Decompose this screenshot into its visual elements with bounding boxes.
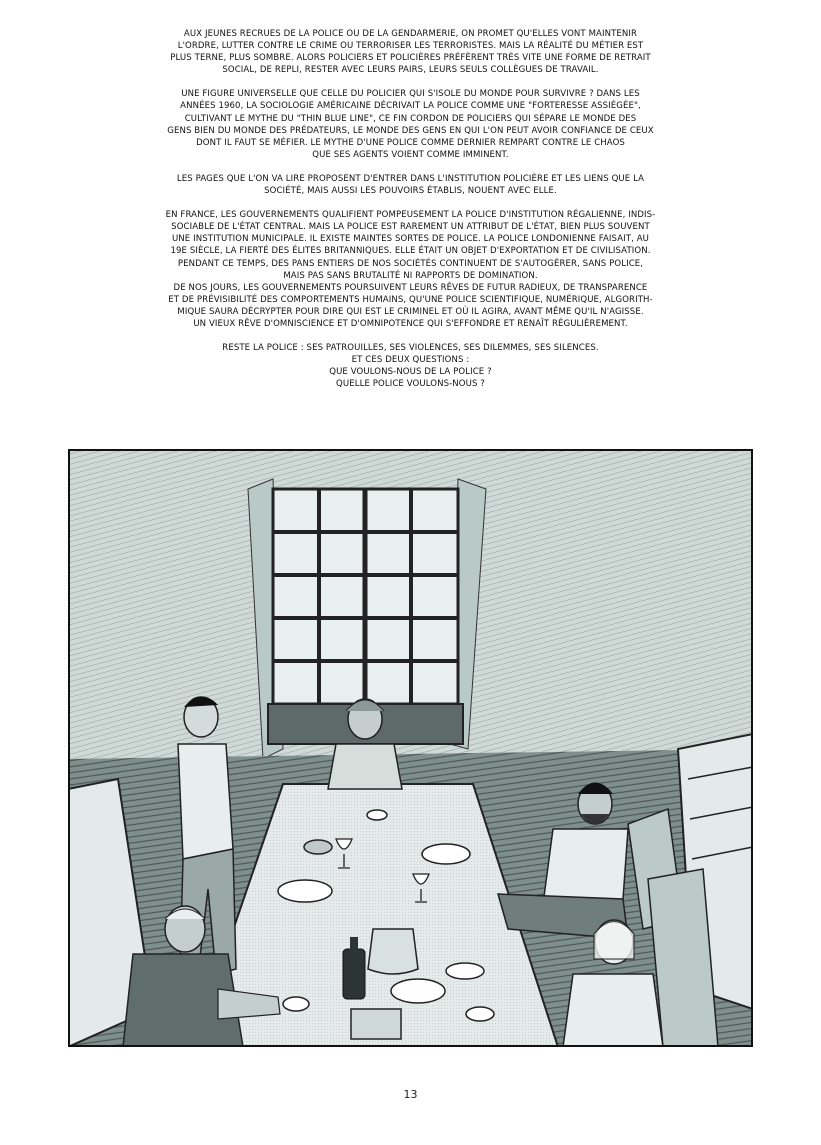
- plate: [278, 880, 332, 902]
- paragraph-2: UNE FIGURE UNIVERSELLE QUE CELLE DU POLICIER QUI S'ISOLE DU MONDE POUR SURVIVRE ? DANS LES ANNÉES 1960, LA SOCIOLOGIE AMÉRICAINE DÉCRIVAIT LA POLICE COMME UNE "FORTERESSE ASSIÉGÉE", CULTIVANT LE MYTHE DU "THIN BLUE LINE", CE FIN CORDON DE POLICIERS QUI SÉPARE LE MONDE DES GENS BIEN DU MONDE DES PRÉDATEURS, LE MONDE DES GENS EN QUI L'ON PEUT AVOIR CONFIANCE DE CEUX DONT IL FAUT SE MÉFIER. LE MYTHE D'UNE POLICE COMME DERNIER REMPART CONTRE LE CHAOS QUE SES AGENTS VOIENT COMME IMMINENT.: [167, 89, 654, 160]
- comic-panel: [68, 449, 753, 1047]
- cup: [283, 997, 309, 1011]
- paragraph-3: LES PAGES QUE L'ON VA LIRE PROPOSENT D'ENTRER DANS L'INSTITUTION POLICIÈRE ET LES LIENS QUE LA SOCIÉTÉ, MAIS AUSSI LES POUVOIRS ÉTABLIS, NOUENT AVEC ELLE.: [176, 173, 645, 197]
- dining-scene-illustration: [68, 449, 753, 1047]
- plate: [391, 979, 445, 1003]
- paragraph-1: AUX JEUNES RECRUES DE LA POLICE OU DE LA GENDARMERIE, ON PROMET QU'ELLES VONT MAINTENIR L'ORDRE, LUTTER CONTRE LE CRIME OU TERRORISER LES TERRORISTES. MAIS LA RÉALITÉ DU MÉTIER EST PLUS TERNE, PLUS SOMBRE. ALORS POLICIERS ET POLICIÈRES PRÉFÈRENT TRÈS VITE UNE FORME DE RETRAIT SOCIAL, DE REPLI, RESTER AVEC LEURS PAIRS, LEURS SEULS COLLÈGUES DE TRAVAIL.: [170, 29, 651, 76]
- paragraph-5: RESTE LA POLICE : SES PATROUILLES, SES VIOLENCES, SES DILEMMES, SES SILENCES. ET CES DEUX QUESTIONS : QUE VOULONS-NOUS DE LA POLICE ? QUELLE POLICE VOULONS-NOUS ?: [222, 343, 599, 390]
- plate: [422, 844, 470, 864]
- coffee-pot: [368, 929, 418, 974]
- paragraph-4: EN FRANCE, LES GOUVERNEMENTS QUALIFIENT POMPEUSEMENT LA POLICE D'INSTITUTION RÉGALIENNE, INDIS- SOCIABLE DE L'ÉTAT CENTRAL. MAIS LA POLICE EST RAREMENT UN ATTRIBUT DE L'ÉTAT, BIEN PLUS SOUVENT UNE INSTITUTION MUNICIPALE. IL EXISTE MAINTES SORTES DE POLICE. LA POLICE LONDONIENNE FAISAIT, AU 19E SIÈCLE, LA FIERTÉ DES ÉLITES BRITANNIQUES. ELLE ÉTAIT UN OBJET D'EXPORTATION ET DE CIVILISATION. PENDANT CE TEMPS, DES PANS ENTIERS DE NOS SOCIÉTÉS CONTINUENT DE S'AUTOGÉRER, SANS POLICE, MAIS PAS SANS BRUTALITÉ NI RAPPORTS DE DOMINATION. DE NOS JOURS, LES GOUVERNEMENTS POURSUIVENT LEURS RÊVES DE FUTUR RADIEUX, DE TRANSPARENCE ET DE PRÉVISIBILITÉ DES COMPORTEMENTS HUMAINS, QU'UNE POLICE SCIENTIFIQUE, NUMÉRIQUE, ALGORITH- MIQUE SAURA DÉCRYPTER POUR DIRE QUI EST LE CRIMINEL ET OÙ IL AGIRA, AVANT MÊME QU'IL N'AGISSE. UN VIEUX RÊVE D'OMNISCIENCE ET D'OMNIPOTENCE QUI S'EFFONDRE ET RENAÎT RÉGULIÈREMENT.: [165, 210, 656, 329]
- bottle: [343, 949, 365, 999]
- plate: [446, 963, 484, 979]
- cup: [466, 1007, 494, 1021]
- bread: [351, 1009, 401, 1039]
- cup: [367, 810, 387, 820]
- intro-text: [95, 28, 726, 390]
- ashtray: [304, 840, 332, 854]
- page-number: 13: [403, 1088, 418, 1101]
